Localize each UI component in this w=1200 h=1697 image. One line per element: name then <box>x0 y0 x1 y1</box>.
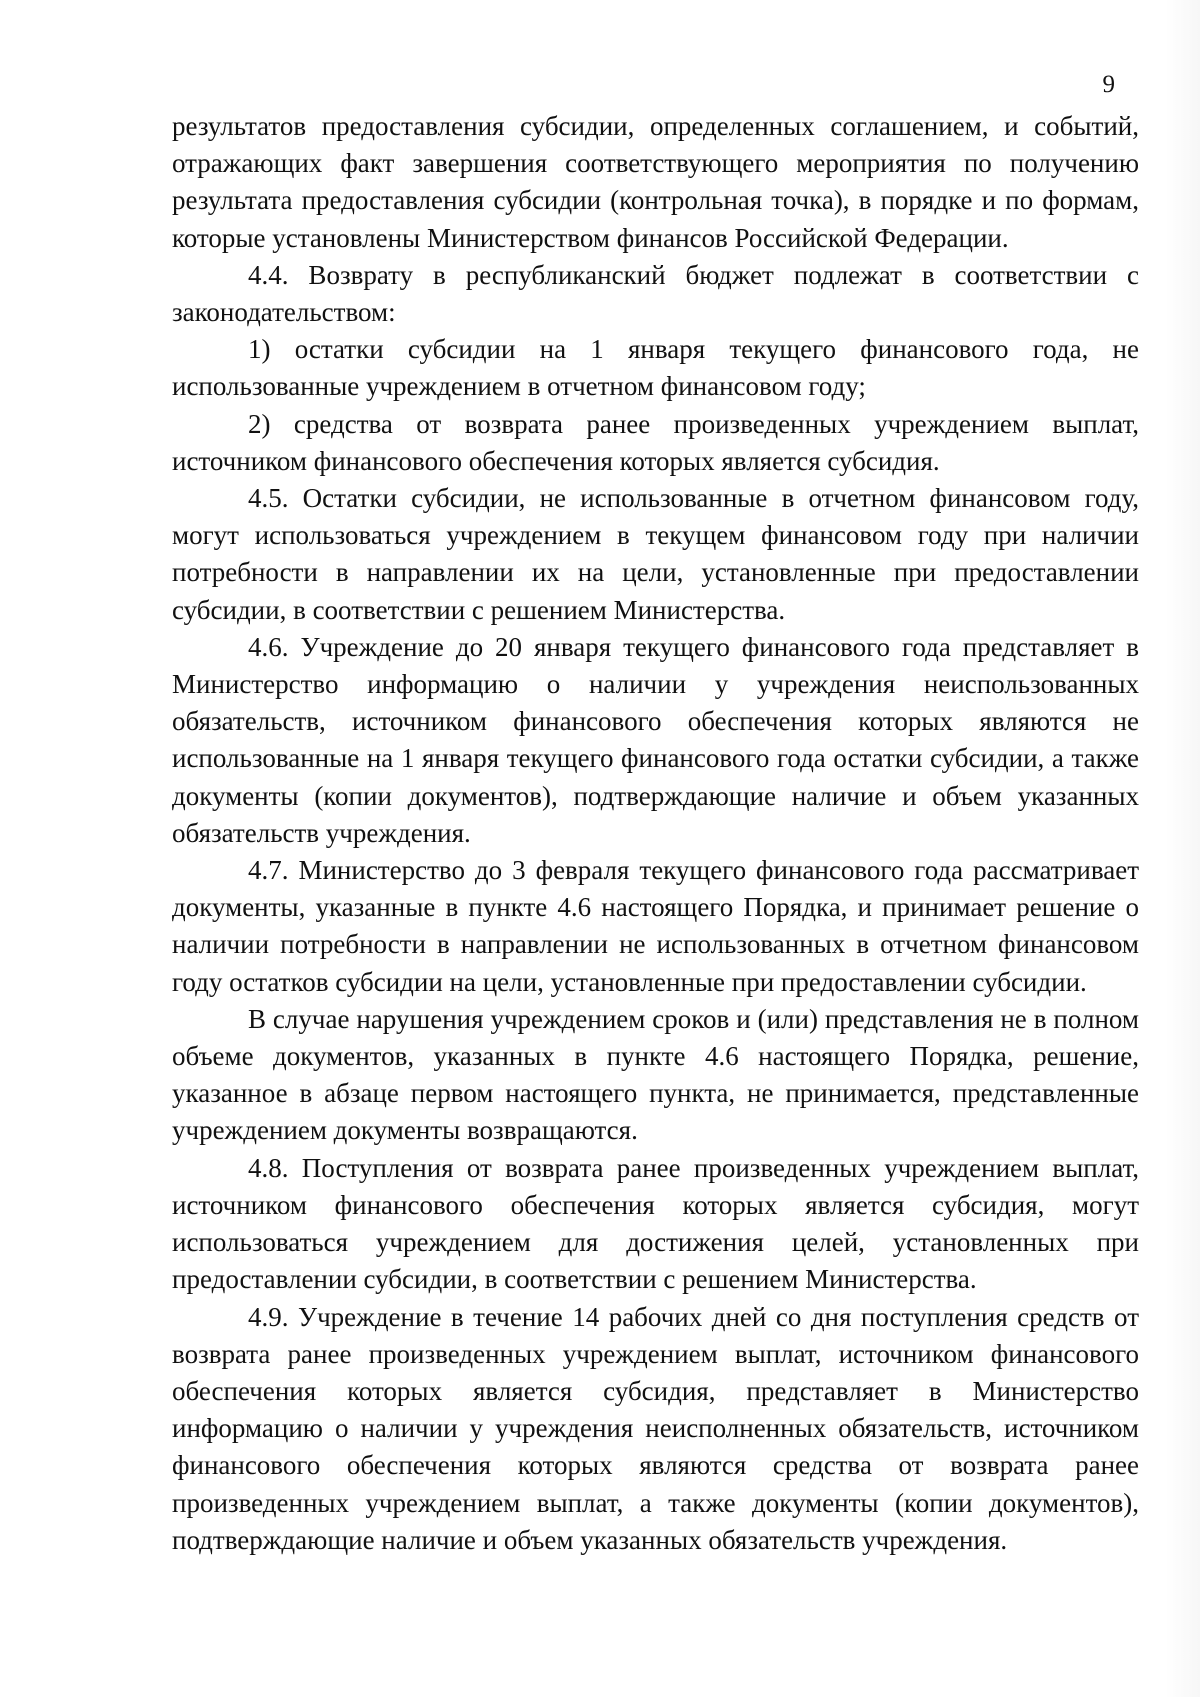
document-body <box>172 108 1139 1559</box>
paragraph-4-7: 4.7. Министерство до 3 февраля текущего финансового года рассматривает документы, указанные в пункте 4.6 настоящего Порядка, и принимает решение о наличии потребности в направлении не использованных в отчетном финансовом году остатков субсидии на цели, установленные при предоставлении субсидии. <box>172 855 1139 997</box>
paragraph-continuation: результатов предоставления субсидии, определенных соглашением, и событий, отражающих факт завершения соответствующего мероприятия по получению результата предоставления субсидии (контрольная точка), в порядке и по формам, которые установлены Министерством финансов Российской Федерации. <box>172 111 1139 253</box>
scan-edge-shadow <box>1166 0 1200 1697</box>
paragraph-4-8: 4.8. Поступления от возврата ранее произведенных учреждением выплат, источником финансового обеспечения которых является субсидия, могут использоваться учреждением для достижения целей, установленных при предоставлении субсидии, в соответствии с решением Министерства. <box>172 1152 1139 1295</box>
paragraph-4-6: 4.6. Учреждение до 20 января текущего финансового года представляет в Министерство информацию о наличии у учреждения неиспользованных обязательств, источником финансового обеспечения которых являются не использованные на 1 января текущего финансового года остатки субсидии, а также документы (копии документов), подтверждающие наличие и объем указанных обязательств учреждения. <box>172 631 1139 848</box>
paragraph-violation-case: В случае нарушения учреждением сроков и (или) представления не в полном объеме документов, указанных в пункте 4.6 настоящего Порядка, решение, указанное в абзаце первом настоящего пункта, не принимается, представленные учреждением документы возвращаются. <box>172 1003 1139 1146</box>
paragraph-list-item-1: 1) остатки субсидии на 1 января текущего финансового года, не использованные учреждением в отчетном финансовом году; <box>172 334 1139 402</box>
paragraph-4-9: 4.9. Учреждение в течение 14 рабочих дней со дня поступления средств от возврата ранее произведенных учреждением выплат, источником финансового обеспечения которых является субсидия, представляет в Министерство информацию о наличии у учреждения неисполненных обязательств, источником финансового обеспечения которых являются средства от возврата ранее произведенных учреждением выплат, а также документы (копии документов), подтверждающие наличие и объем указанных обязательств учреждения. <box>172 1301 1139 1555</box>
paragraph-4-5: 4.5. Остатки субсидии, не использованные в отчетном финансовом году, могут использоваться учреждением в текущем финансовом году при наличии потребности в направлении их на цели, установленные при предоставлении субсидии, в соответствии с решением Министерства. <box>172 483 1139 625</box>
paragraph-4-4: 4.4. Возврату в республиканский бюджет подлежат в соответствии с законодательством: <box>172 259 1139 328</box>
paragraph-list-item-2: 2) средства от возврата ранее произведенных учреждением выплат, источником финансового обеспечения которых является субсидия. <box>172 408 1139 476</box>
page-number: 9 <box>1102 71 1115 98</box>
